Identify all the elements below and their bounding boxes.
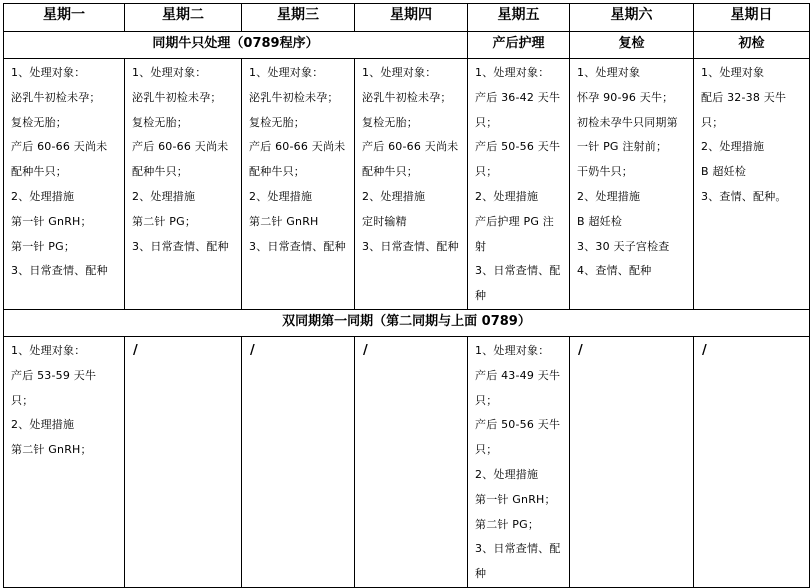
sat-cell-2 — [570, 336, 694, 587]
tue-cell-2 — [125, 336, 242, 587]
sat-cell-2-slash: / — [578, 342, 583, 358]
tue-cell — [125, 59, 242, 310]
section-title-row — [4, 32, 810, 59]
wed-cell-2-slash: / — [250, 342, 255, 358]
tue-cell-text: 1、处理对象： 泌乳牛初检未孕； 复检无胎； 产后 60-66 天尚未配种牛只； 2、处理措施 第二针 PG； 3、日常查情、配种 — [132, 66, 229, 253]
fri-cell-2-text: 1、处理对象： 产后 43-49 天牛只； 产后 50-56 天牛只； 2、处理措施 第一针 GnRH； 第二针 PG； 3、日常查情、配种 — [475, 343, 561, 581]
section1-body-row — [4, 59, 810, 310]
thu-cell — [355, 59, 468, 310]
header-wednesday: 星期三 — [242, 4, 355, 32]
section2-body-row — [4, 336, 810, 587]
mon-cell-text: 1、处理对象： 泌乳牛初检未孕； 复检无胎； 产后 60-66 天尚未配种牛只； 2、处理措施 第一针 GnRH； 第一针 PG； 3、日常查情、配种 — [11, 66, 108, 278]
fri-cell-2 — [468, 336, 570, 587]
mon-cell-2 — [4, 336, 125, 587]
wed-cell-2 — [242, 336, 355, 587]
initial-check-section-title: 初检 — [694, 32, 810, 59]
header-monday: 星期一 — [4, 4, 125, 32]
double-sync-section-title: 双同期第一同期（第二同期与上面 0789） — [4, 309, 810, 336]
sync-section-title: 同期牛只处理（0789程序） — [4, 32, 468, 59]
sun-cell-2 — [694, 336, 810, 587]
mon-cell — [4, 59, 125, 310]
thu-cell-2-slash: / — [363, 342, 368, 358]
thu-cell-text: 1、处理对象： 泌乳牛初检未孕；复检无胎； 产后 60-66 天尚未配种牛只； 2、处理措施 定时输精 3、日常查情、配种 — [362, 66, 459, 253]
sat-cell — [570, 59, 694, 310]
postpartum-section-title: 产后护理 — [468, 32, 570, 59]
wed-cell — [242, 59, 355, 310]
double-sync-title-row — [4, 309, 810, 336]
mon-cell-2-text: 1、处理对象： 产后 53-59 天牛只； 2、处理措施 第二针 GnRH； — [11, 343, 97, 457]
tue-cell-2-slash: / — [133, 342, 138, 358]
fri-cell — [468, 59, 570, 310]
header-saturday: 星期六 — [570, 4, 694, 32]
header-thursday: 星期四 — [355, 4, 468, 32]
header-tuesday: 星期二 — [125, 4, 242, 32]
sun-cell-text: 1、处理对象 配后 32-38 天牛只； 2、处理措施 B 超妊检 3、查情、配种。 — [701, 66, 787, 203]
header-sunday: 星期日 — [694, 4, 810, 32]
thu-cell-2 — [355, 336, 468, 587]
header-friday: 星期五 — [468, 4, 570, 32]
sun-cell — [694, 59, 810, 310]
wed-cell-text: 1、处理对象： 泌乳牛初检未孕； 复检无胎； 产后 60-66 天尚未配种牛只； 2、处理措施 第二针 GnRH 3、日常查情、配种 — [249, 66, 346, 253]
fri-cell-text: 1、处理对象： 产后 36-42 天牛只； 产后 50-56 天牛只； 2、处理措施 产后护理 PG 注射 3、日常查情、配种 — [475, 66, 561, 303]
sat-cell-text: 1、处理对象 怀孕 90-96 天牛； 初检未孕牛只同期第一针 PG 注射前； 干奶牛只； 2、处理措施 B 超妊检 3、30 天子宫检查 4、查情、配种 — [577, 66, 678, 278]
weekday-header-row — [4, 4, 810, 32]
recheck-section-title: 复检 — [570, 32, 694, 59]
sun-cell-2-slash: / — [702, 342, 707, 358]
weekly-schedule-table — [3, 3, 810, 588]
